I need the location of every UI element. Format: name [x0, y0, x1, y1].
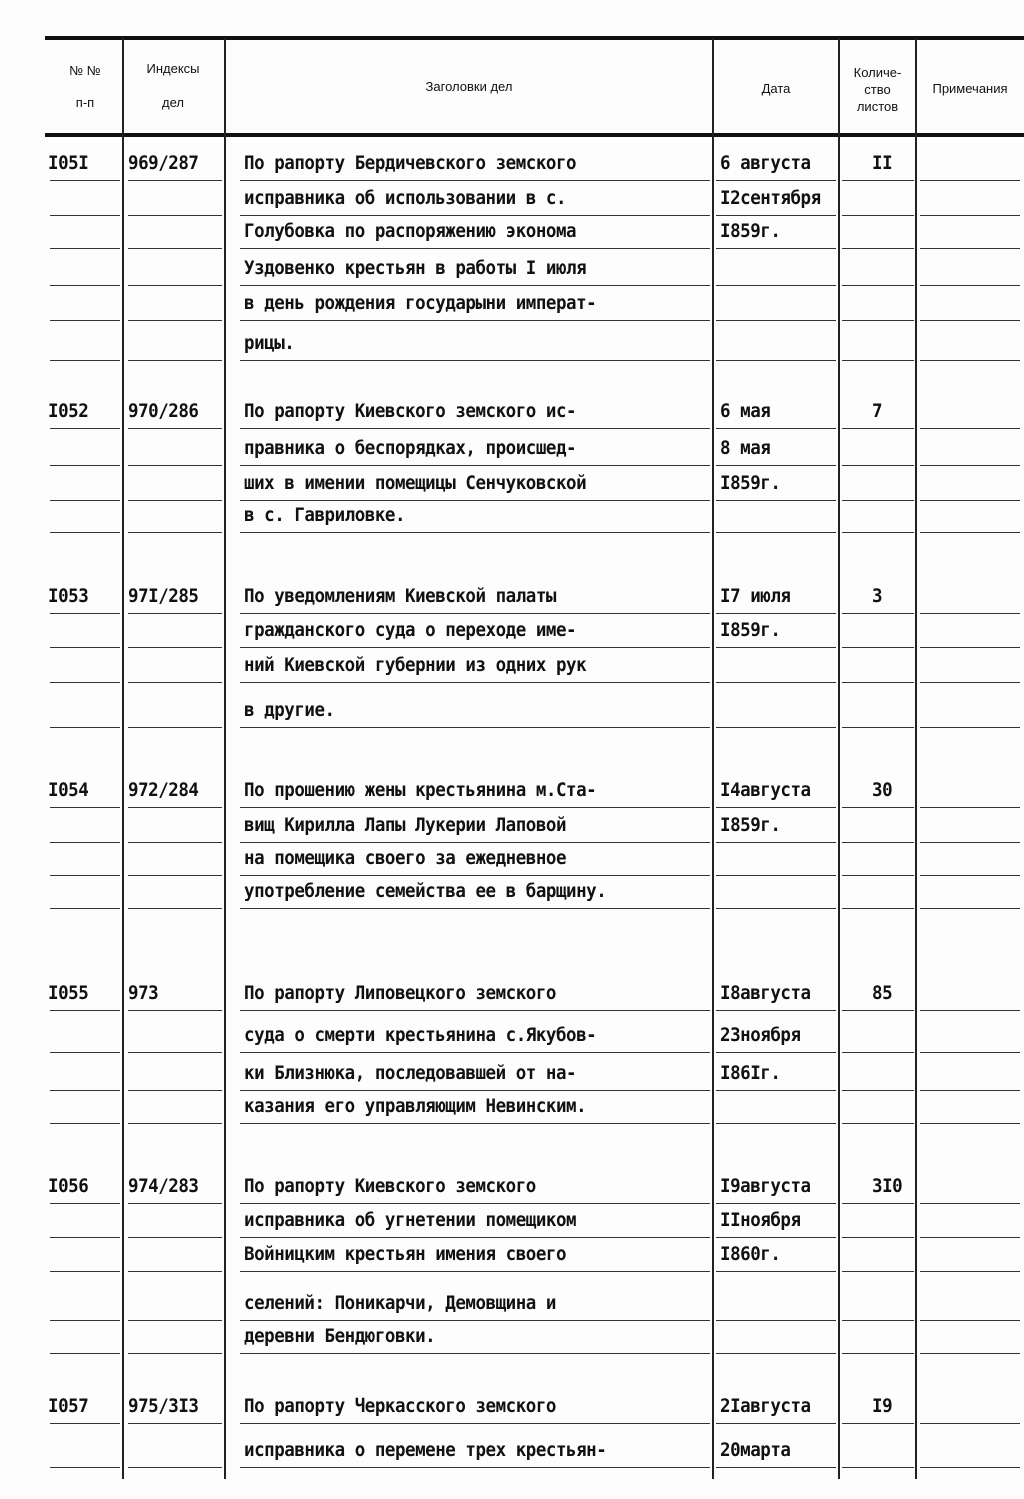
- ruled-line: [920, 807, 1020, 808]
- entry-date-line: I859г.: [720, 814, 781, 836]
- entry-index: 973: [128, 982, 159, 1004]
- entry-sheet-count: 30: [872, 779, 893, 801]
- entry-date-line: I859г.: [720, 472, 781, 494]
- entry-title-line: казания его управляющим Невинским.: [244, 1095, 587, 1117]
- entry-date-line: 6 мая: [720, 400, 771, 422]
- ruled-line: [128, 1090, 222, 1091]
- ruled-line: [50, 1237, 120, 1238]
- ruled-line: [920, 215, 1020, 216]
- ruled-line: [50, 1010, 120, 1011]
- entry-number: I053: [48, 585, 89, 607]
- entry-date-line: 8 мая: [720, 437, 771, 459]
- ruled-line: [842, 1010, 914, 1011]
- ruled-line: [842, 1467, 914, 1468]
- entry-number: I05I: [48, 152, 89, 174]
- ruled-line: [842, 248, 914, 249]
- ruled-line: [920, 532, 1020, 533]
- column-divider: [224, 38, 226, 1479]
- ruled-line: [716, 908, 836, 909]
- entry-date-line: I86Iг.: [720, 1062, 781, 1084]
- entry-title-line: исправника о перемене трех крестьян-: [244, 1439, 607, 1461]
- ruled-line: [920, 1353, 1020, 1354]
- ruled-line: [716, 320, 836, 321]
- entry-title-line: употребление семейства ее в барщину.: [244, 880, 607, 902]
- entry-title-line: рицы.: [244, 332, 295, 354]
- entry-title-line: Уздовенко крестьян в работы I июля: [244, 257, 587, 279]
- ruled-line: [920, 1271, 1020, 1272]
- ruled-line: [842, 1237, 914, 1238]
- ruled-line: [240, 1052, 710, 1053]
- ruled-line: [842, 285, 914, 286]
- ruled-line: [920, 908, 1020, 909]
- ruled-line: [920, 248, 1020, 249]
- column-divider: [712, 38, 714, 1479]
- header-index: Индексы дел: [146, 61, 200, 110]
- ruled-line: [842, 360, 914, 361]
- ruled-line: [240, 875, 710, 876]
- ruled-line: [128, 1320, 222, 1321]
- column-divider: [122, 38, 124, 1479]
- ruled-line: [128, 428, 222, 429]
- ruled-line: [842, 727, 914, 728]
- ruled-line: [716, 682, 836, 683]
- ruled-line: [842, 875, 914, 876]
- entry-title-line: ний Киевской губернии из одних рук: [244, 654, 587, 676]
- entry-date-line: 6 августа: [720, 152, 811, 174]
- ruled-line: [128, 1010, 222, 1011]
- ruled-line: [128, 1353, 222, 1354]
- entry-title-line: в день рождения государыни императ-: [244, 292, 597, 314]
- ruled-line: [920, 465, 1020, 466]
- entry-index: 974/283: [128, 1175, 199, 1197]
- ruled-line: [842, 1090, 914, 1091]
- ruled-line: [716, 465, 836, 466]
- entry-sheet-count: 3: [872, 585, 883, 607]
- ruled-line: [920, 1123, 1020, 1124]
- entry-date-line: I860г.: [720, 1243, 781, 1265]
- ruled-line: [50, 1423, 120, 1424]
- entry-date-line: I9августа: [720, 1175, 811, 1197]
- ruled-line: [920, 285, 1020, 286]
- ruled-line: [920, 1010, 1020, 1011]
- ruled-line: [716, 1203, 836, 1204]
- ruled-line: [128, 1052, 222, 1053]
- ruled-line: [716, 807, 836, 808]
- ruled-line: [240, 248, 710, 249]
- ruled-line: [240, 1423, 710, 1424]
- entry-title-line: вищ Кирилла Лапы Лукерии Лаповой: [244, 814, 567, 836]
- entry-sheet-count: 85: [872, 982, 893, 1004]
- ruled-line: [716, 1237, 836, 1238]
- ruled-line: [716, 428, 836, 429]
- ruled-line: [716, 180, 836, 181]
- entry-title-line: на помещика своего за ежедневное: [244, 847, 567, 869]
- ruled-line: [716, 1052, 836, 1053]
- ruled-line: [50, 428, 120, 429]
- ruled-line: [920, 842, 1020, 843]
- ruled-line: [716, 1271, 836, 1272]
- ruled-line: [842, 180, 914, 181]
- entry-date-line: I859г.: [720, 220, 781, 242]
- entry-index: 969/287: [128, 152, 199, 174]
- header-top-rule: [45, 36, 1024, 40]
- ruled-line: [920, 1237, 1020, 1238]
- ruled-line: [920, 875, 1020, 876]
- ruled-line: [842, 647, 914, 648]
- ruled-line: [128, 465, 222, 466]
- ruled-line: [128, 727, 222, 728]
- ruled-line: [50, 215, 120, 216]
- entry-title-line: правника о беспорядках, происшед-: [244, 437, 577, 459]
- ruled-line: [128, 807, 222, 808]
- entry-date-line: 23ноября: [720, 1024, 801, 1046]
- ruled-line: [128, 1123, 222, 1124]
- ruled-line: [240, 842, 710, 843]
- ruled-line: [240, 1237, 710, 1238]
- ruled-line: [716, 1467, 836, 1468]
- ruled-line: [240, 1320, 710, 1321]
- ruled-line: [240, 908, 710, 909]
- ruled-line: [128, 613, 222, 614]
- entry-title-line: в с. Гавриловке.: [244, 504, 406, 526]
- entry-sheet-count: 7: [872, 400, 883, 422]
- entry-title-line: По прошению жены крестьянина м.Ста-: [244, 779, 597, 801]
- entry-title-line: гражданского суда о переходе име-: [244, 619, 577, 641]
- ruled-line: [920, 727, 1020, 728]
- entry-title-line: По рапорту Липовецкого земского: [244, 982, 556, 1004]
- ruled-line: [920, 1423, 1020, 1424]
- entry-number: I052: [48, 400, 89, 422]
- ruled-line: [240, 180, 710, 181]
- ruled-line: [920, 1090, 1020, 1091]
- entry-date-line: 20марта: [720, 1439, 791, 1461]
- ruled-line: [240, 1010, 710, 1011]
- ruled-line: [128, 647, 222, 648]
- entry-title-line: исправника об угнетении помещиком: [244, 1209, 577, 1231]
- ruled-line: [842, 320, 914, 321]
- entry-index: 975/3I3: [128, 1395, 199, 1417]
- ruled-line: [240, 1467, 710, 1468]
- ruled-line: [50, 727, 120, 728]
- header-bottom-rule: [45, 133, 1024, 137]
- entry-title-line: Войницким крестьян имения своего: [244, 1243, 567, 1265]
- entry-number: I055: [48, 982, 89, 1004]
- ruled-line: [50, 500, 120, 501]
- ruled-line: [842, 1271, 914, 1272]
- ruled-line: [716, 500, 836, 501]
- ruled-line: [50, 1271, 120, 1272]
- ruled-line: [716, 1010, 836, 1011]
- ruled-line: [50, 875, 120, 876]
- ruled-line: [50, 285, 120, 286]
- entry-title-line: По уведомлениям Киевской палаты: [244, 585, 556, 607]
- ruled-line: [716, 360, 836, 361]
- entry-date-line: I8августа: [720, 982, 811, 1004]
- ruled-line: [128, 908, 222, 909]
- entry-number: I056: [48, 1175, 89, 1197]
- entry-title-line: ки Близнюка, последовавшей от на-: [244, 1062, 577, 1084]
- ruled-line: [842, 682, 914, 683]
- entry-title-line: По рапорту Черкасского земского: [244, 1395, 556, 1417]
- header-sheets: Количе- ство листов: [853, 65, 902, 114]
- ruled-line: [842, 807, 914, 808]
- entry-index: 970/286: [128, 400, 199, 422]
- ruled-line: [920, 428, 1020, 429]
- ruled-line: [50, 1090, 120, 1091]
- ruled-line: [240, 727, 710, 728]
- ruled-line: [716, 842, 836, 843]
- ruled-line: [240, 647, 710, 648]
- ruled-line: [50, 532, 120, 533]
- ruled-line: [240, 682, 710, 683]
- ruled-line: [920, 613, 1020, 614]
- ruled-line: [716, 1353, 836, 1354]
- ruled-line: [128, 285, 222, 286]
- ruled-line: [50, 1203, 120, 1204]
- ruled-line: [842, 1423, 914, 1424]
- entry-title-line: По рапорту Киевского земского: [244, 1175, 536, 1197]
- ruled-line: [920, 1203, 1020, 1204]
- ruled-line: [920, 360, 1020, 361]
- ruled-line: [842, 500, 914, 501]
- ruled-line: [50, 908, 120, 909]
- entry-index: 97I/285: [128, 585, 199, 607]
- ruled-line: [240, 1271, 710, 1272]
- ruled-line: [240, 1203, 710, 1204]
- ruled-line: [842, 532, 914, 533]
- ruled-line: [842, 1203, 914, 1204]
- ruled-line: [50, 465, 120, 466]
- ruled-line: [240, 807, 710, 808]
- ruled-line: [842, 908, 914, 909]
- ruled-line: [842, 1353, 914, 1354]
- header-titles: Заголовки дел: [425, 79, 513, 94]
- ruled-line: [716, 613, 836, 614]
- ruled-line: [50, 320, 120, 321]
- ruled-line: [128, 532, 222, 533]
- ruled-line: [50, 1052, 120, 1053]
- ruled-line: [240, 428, 710, 429]
- ruled-line: [128, 320, 222, 321]
- ruled-line: [240, 360, 710, 361]
- entry-date-line: I7 июля: [720, 585, 791, 607]
- ruled-line: [920, 1052, 1020, 1053]
- ruled-line: [716, 248, 836, 249]
- ruled-line: [240, 320, 710, 321]
- entry-title-line: деревни Бендюговки.: [244, 1325, 436, 1347]
- entry-date-line: IIноября: [720, 1209, 801, 1231]
- entry-title-line: в другие.: [244, 699, 335, 721]
- ruled-line: [128, 1203, 222, 1204]
- ruled-line: [842, 465, 914, 466]
- ruled-line: [920, 647, 1020, 648]
- ruled-line: [128, 500, 222, 501]
- ruled-line: [128, 1237, 222, 1238]
- header-notes: Примечания: [932, 81, 1008, 96]
- entry-number: I057: [48, 1395, 89, 1417]
- ruled-line: [128, 1271, 222, 1272]
- ruled-line: [240, 1090, 710, 1091]
- entry-title-line: Голубовка по распоряжению эконома: [244, 220, 577, 242]
- ruled-line: [128, 215, 222, 216]
- ruled-line: [842, 842, 914, 843]
- entry-sheet-count: I9: [872, 1395, 893, 1417]
- ruled-line: [50, 180, 120, 181]
- ruled-line: [716, 285, 836, 286]
- ruled-line: [50, 682, 120, 683]
- ruled-line: [50, 248, 120, 249]
- entry-title-line: ших в имении помещицы Сенчуковской: [244, 472, 587, 494]
- ruled-line: [128, 1467, 222, 1468]
- ruled-line: [920, 320, 1020, 321]
- ruled-line: [842, 428, 914, 429]
- ruled-line: [50, 1467, 120, 1468]
- entry-sheet-count: II: [872, 152, 893, 174]
- entry-title-line: По рапорту Киевского земского ис-: [244, 400, 577, 422]
- ruled-line: [240, 285, 710, 286]
- ruled-line: [240, 465, 710, 466]
- ruled-line: [128, 842, 222, 843]
- ruled-line: [128, 360, 222, 361]
- entry-title-line: исправника об использовании в с.: [244, 187, 567, 209]
- ruled-line: [920, 1320, 1020, 1321]
- ruled-line: [50, 807, 120, 808]
- ruled-line: [716, 1423, 836, 1424]
- ruled-line: [842, 1052, 914, 1053]
- ruled-line: [50, 842, 120, 843]
- ruled-line: [240, 613, 710, 614]
- ruled-line: [716, 727, 836, 728]
- ruled-line: [50, 1123, 120, 1124]
- column-divider: [838, 38, 840, 1479]
- entry-date-line: I4августа: [720, 779, 811, 801]
- entry-title-line: селений: Поникарчи, Демовщина и: [244, 1292, 556, 1314]
- ruled-line: [842, 1123, 914, 1124]
- ruled-line: [240, 532, 710, 533]
- ruled-line: [842, 613, 914, 614]
- ruled-line: [50, 360, 120, 361]
- ruled-line: [716, 647, 836, 648]
- ruled-line: [240, 1353, 710, 1354]
- entry-index: 972/284: [128, 779, 199, 801]
- entry-date-line: 2Iавгуста: [720, 1395, 811, 1417]
- entry-date-line: I2сентября: [720, 187, 821, 209]
- ruled-line: [716, 1123, 836, 1124]
- ruled-line: [842, 1320, 914, 1321]
- ruled-line: [716, 215, 836, 216]
- entry-title-line: суда о смерти крестьянина с.Якубов-: [244, 1024, 597, 1046]
- ruled-line: [842, 215, 914, 216]
- ruled-line: [50, 613, 120, 614]
- entry-number: I054: [48, 779, 89, 801]
- entry-sheet-count: 3I0: [872, 1175, 903, 1197]
- ruled-line: [128, 682, 222, 683]
- ruled-line: [920, 682, 1020, 683]
- ruled-line: [716, 532, 836, 533]
- entry-title-line: По рапорту Бердичевского земского: [244, 152, 577, 174]
- header-date: Дата: [761, 81, 791, 96]
- column-divider: [915, 38, 917, 1479]
- ruled-line: [716, 1320, 836, 1321]
- ruled-line: [50, 1353, 120, 1354]
- ruled-line: [240, 215, 710, 216]
- ruled-line: [128, 1423, 222, 1424]
- ruled-line: [240, 500, 710, 501]
- ruled-line: [920, 500, 1020, 501]
- ruled-line: [920, 180, 1020, 181]
- ruled-line: [50, 647, 120, 648]
- ruled-line: [128, 180, 222, 181]
- header-number: № № п-п: [69, 63, 101, 110]
- ruled-line: [128, 248, 222, 249]
- ruled-line: [920, 1467, 1020, 1468]
- ruled-line: [50, 1320, 120, 1321]
- ruled-line: [240, 1123, 710, 1124]
- ruled-line: [716, 1090, 836, 1091]
- entry-date-line: I859г.: [720, 619, 781, 641]
- ruled-line: [716, 875, 836, 876]
- ruled-line: [128, 875, 222, 876]
